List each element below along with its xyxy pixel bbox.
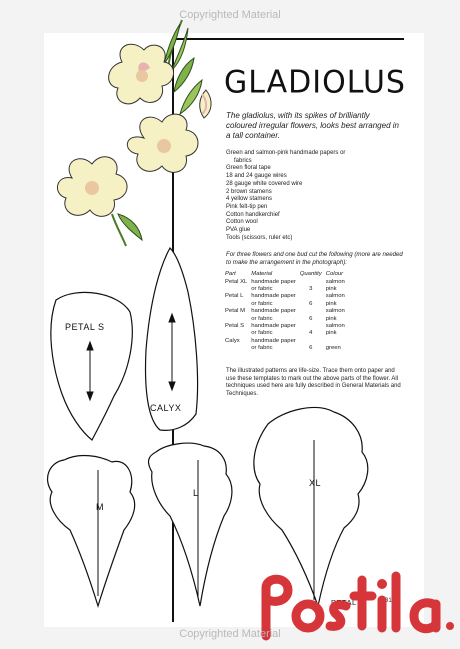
cell-material: handmade paper — [251, 322, 296, 329]
material-item: Cotton handkerchief — [226, 211, 280, 218]
label-petal-s: PETAL S — [65, 322, 105, 332]
cell-colour: salmon — [325, 278, 345, 285]
cell-material: or fabric — [251, 330, 273, 337]
cell-colour: salmon — [325, 293, 345, 300]
material-item: 28 gauge white covered wire — [226, 180, 303, 187]
cut-instructions: For three flowers and one bud cut the following (more are needed to make the arrangement in the photograph): — [226, 251, 403, 266]
material-item: fabrics — [234, 157, 252, 164]
cell-part: Calyx — [225, 337, 240, 344]
cell-material: or fabric — [251, 285, 273, 292]
page-title: GLADIOLUS — [224, 64, 406, 101]
header-part: Part — [225, 271, 236, 277]
cell-material: handmade paper — [251, 278, 296, 285]
pattern-note: The illustrated patterns are life-size. Trace them onto paper and use these templates to mark out the above parts of the flower. All techniques used here are fully described in General Materials and Techniques. — [226, 368, 401, 398]
petal-m-outline — [48, 456, 135, 606]
material-item: 18 and 24 gauge wires — [226, 173, 287, 180]
material-item: Green floral tape — [226, 165, 271, 172]
cell-quantity: 6 — [309, 300, 313, 307]
cell-quantity: 6 — [309, 345, 313, 352]
cell-material: or fabric — [251, 315, 273, 322]
material-item: 4 yellow stamens — [226, 196, 273, 203]
material-item: 2 brown stamens — [226, 188, 272, 195]
cell-quantity: 4 — [309, 330, 313, 337]
label-petal-bottom: PETAL — [331, 598, 357, 607]
cell-part: Petal S — [225, 322, 244, 329]
watermark-bottom: Copyrighted Material — [179, 628, 281, 640]
petal-l-outline — [149, 443, 232, 606]
cell-colour: pink — [325, 315, 337, 322]
header-colour: Colour — [325, 271, 344, 277]
cell-colour: salmon — [325, 308, 345, 315]
material-item: Pink felt-tip pen — [226, 203, 268, 210]
material-item: PVA glue — [226, 227, 251, 234]
cell-part: Petal XL — [225, 278, 248, 285]
label-m: M — [96, 502, 104, 512]
cell-colour: pink — [325, 285, 337, 292]
cell-part: Petal L — [225, 293, 244, 300]
cell-material: handmade paper — [251, 293, 296, 300]
header-quantity: Quantity — [299, 271, 322, 277]
cell-material: handmade paper — [251, 337, 296, 344]
cell-colour: pink — [325, 300, 337, 307]
label-l: L — [193, 488, 199, 498]
petal-s-outline — [51, 292, 132, 440]
label-xl: XL — [309, 478, 322, 488]
cell-colour: pink — [325, 330, 337, 337]
intro-text: The gladiolus, with its spikes of brilliantly coloured irregular flowers, looks best arranged in a tall container. — [226, 111, 399, 140]
cell-material: or fabric — [251, 345, 273, 352]
cell-colour: salmon — [325, 322, 345, 329]
cell-material: or fabric — [251, 300, 273, 307]
header-material: Material — [251, 271, 273, 277]
cell-part: Petal M — [225, 308, 245, 315]
cell-material: handmade paper — [251, 308, 296, 315]
watermark-top: Copyrighted Material — [179, 9, 281, 21]
label-calyx: CALYX — [150, 403, 182, 413]
material-item: Tools (scissors, ruler etc) — [226, 234, 293, 241]
page-number: 1 31 — [380, 598, 392, 604]
material-item: Cotton wool — [226, 219, 258, 226]
cell-quantity: 3 — [309, 285, 313, 292]
cell-colour: green — [325, 345, 341, 352]
material-item: Green and salmon-pink handmade papers or — [226, 150, 346, 156]
cell-quantity: 6 — [309, 315, 313, 322]
